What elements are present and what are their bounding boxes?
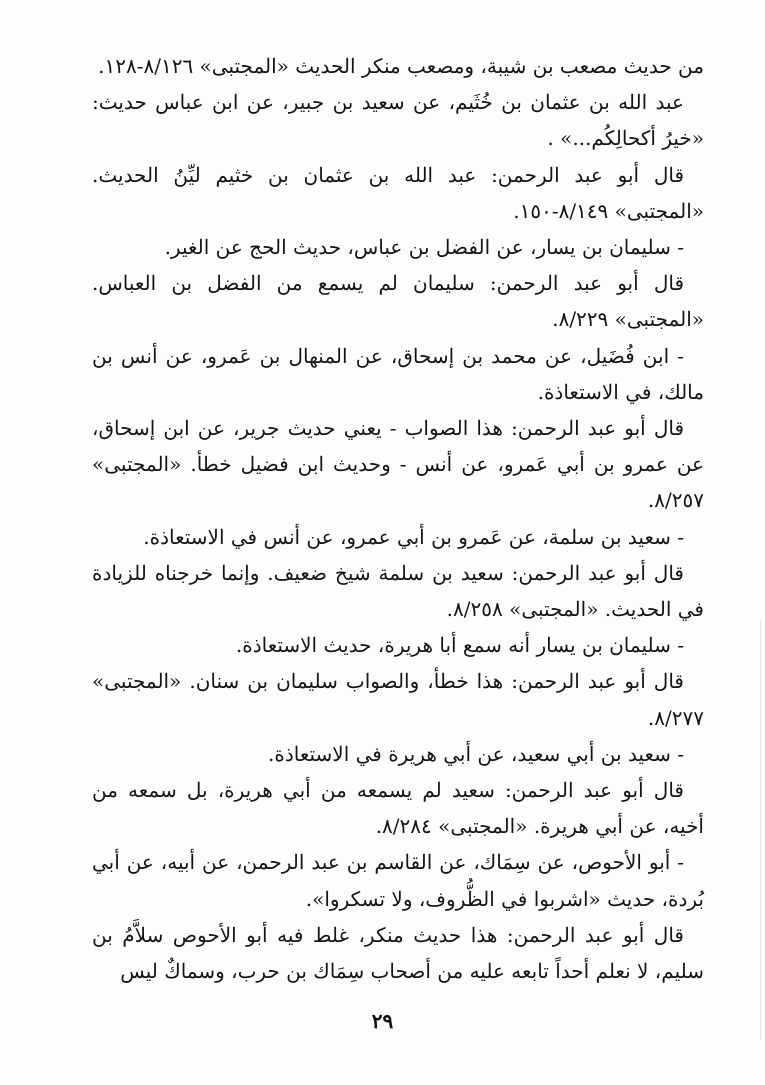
paragraph-2: عبد الله بن عثمان بن خُثَيم، عن سعيد بن جبير، عن ابن عباس حديث: «خيرُ أكحالِكُم...» . [92,90,704,151]
paragraph-6: - ابن فُضَيل، عن محمد بن إسحاق، عن المنهال بن عَمرو، عن أنس بن مالك، في الاستعاذة. [92,343,704,404]
page-edge-line [760,620,761,1040]
paragraph-1: من حديث مصعب بن شيبة، ومصعب منكر الحديث «المجتبى» ٨/١٢٦-١٢٨. [98,54,704,78]
paragraph-4: - سليمان بن يسار، عن الفضل بن عباس، حديث الحج عن الغير. [164,235,684,260]
paragraph-14: - أبو الأحوص، عن سِمَاك، عن القاسم بن عبد الرحمن، عن أبيه، عن أبي بُردة، حديث «اشربوا في الظُّروف، ولا تسكروا». [92,850,704,911]
paragraph-13: قال أبو عبد الرحمن: سعيد لم يسمعه من أبي هريرة، بل سمعه من أخيه، عن أبي هريرة. «المجتبى» ٨/٢٨٤. [92,778,704,839]
paragraph-8: - سعيد بن سلمة، عن عَمرو بن أبي عمرو، عن أنس في الاستعاذة. [143,524,684,549]
page-body-text [92,48,704,989]
paragraph-10: - سليمان بن يسار أنه سمع أبا هريرة، حديث الاستعاذة. [235,633,684,658]
page-number: ٢٩ [371,1009,394,1033]
paragraph-15: قال أبو عبد الرحمن: هذا حديث منكر، غلط فيه أبو الأحوص سلاَّمُ بن سليم، لا نعلم أحداً تابعه عليه من أصحاب سِمَاك بن حرب، وسماكٌ ليس [92,922,704,984]
paragraph-11: قال أبو عبد الرحمن: هذا خطأ، والصواب سليمان بن سنان. «المجتبى» ٨/٢٧٧. [92,669,704,730]
paragraph-9: قال أبو عبد الرحمن: سعيد بن سلمة شيخ ضعيف. وإنما خرجناه للزيادة في الحديث. «المجتبى» ٨/٢٥٨. [92,560,704,622]
paragraph-12: - سعيد بن أبي سعيد، عن أبي هريرة في الاستعاذة. [268,741,684,766]
paragraph-3: قال أبو عبد الرحمن: عبد الله بن عثمان بن خثيم ليِّنُ الحديث. «المجتبى» ٨/١٤٩-١٥٠. [92,162,704,223]
paragraph-5: قال أبو عبد الرحمن: سليمان لم يسمع من الفضل بن العباس. «المجتبى» ٨/٢٢٩. [92,271,704,332]
paragraph-7: قال أبو عبد الرحمن: هذا الصواب - يعني حديث جرير، عن ابن إسحاق، عن عمرو بن أبي عَمرو، عن أنس - وحديث ابن فضيل خطأ. «المجتبى» ٨/٢٥٧. [92,416,704,513]
